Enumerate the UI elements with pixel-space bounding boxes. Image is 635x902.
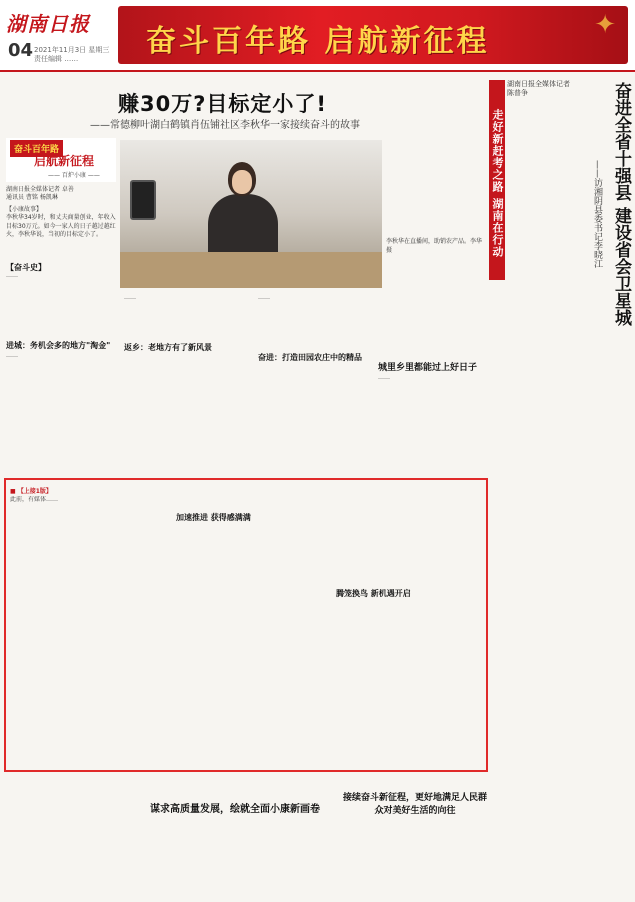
article-photo xyxy=(120,140,382,288)
series-ribbon xyxy=(6,138,116,182)
theme-banner xyxy=(118,6,628,64)
right-column xyxy=(507,76,631,898)
continue-tag: ■ 【上接1版】 xyxy=(10,488,52,495)
article-body xyxy=(378,374,484,474)
section-title: 进城：务机会多的地方"淘金" xyxy=(6,341,111,350)
person-face xyxy=(232,170,252,194)
section-title: 奋进：打造田园农庄中的精品 xyxy=(258,353,362,362)
body-para: …… xyxy=(378,374,390,381)
divider xyxy=(0,70,635,72)
bottom-headline: 谋求高质量发展，绘就全面小康新画卷 xyxy=(150,804,320,815)
ribbon-title: 奋斗百年路 xyxy=(10,140,63,157)
issue-meta: 2021年11月3日 星期三 责任编辑 …… xyxy=(34,46,110,63)
bottom-headline: 接续奋斗新征程，更好地满足人民群众对美好生活的向往 xyxy=(342,793,487,816)
section-title: 腾笼换鸟 新机遇开启 xyxy=(336,589,411,598)
masthead xyxy=(0,0,635,70)
pullquote-title: 城里乡里都能过上好日子 xyxy=(378,363,478,373)
body-para: …… xyxy=(124,294,136,301)
subheadline: ——常德柳叶湖白鹤镇肖伍铺社区李秋华一家接续奋斗的故事 xyxy=(90,120,360,131)
ribbon-subtitle: 启航新征程 xyxy=(34,154,95,168)
article-body xyxy=(124,294,254,474)
red-banner: 走好新赶考之路 湖南在行动 xyxy=(489,80,505,280)
section-title: 返乡：老地方有了新风景 xyxy=(124,343,212,352)
banner-text: 奋斗百年路 启航新征程 xyxy=(146,24,490,59)
photo-caption: 李秋华在直播间，助销农产品。李华 摄 xyxy=(386,238,483,254)
byline: 湖南日报全媒体记者 卓善 通讯员 曹铭 杨凯琳 xyxy=(6,186,74,201)
table xyxy=(120,252,382,288)
body-para: …… xyxy=(258,294,270,301)
headline: 赚30万?目标定小了! xyxy=(118,92,327,116)
article-body xyxy=(258,294,372,474)
section-title: 【奋斗史】 xyxy=(6,263,46,272)
newspaper-logo: 湖南日报 xyxy=(6,12,90,36)
ribbon-tag: —— 百炉小康 —— xyxy=(48,172,100,179)
body-para: …… xyxy=(6,272,18,279)
highlighted-section xyxy=(4,478,488,772)
article-body xyxy=(6,272,116,338)
page-number: 04 xyxy=(8,40,34,61)
body-para: …… xyxy=(6,352,18,359)
section-title: 加速推进 获得感满满 xyxy=(176,513,251,522)
article-body: 此前，有媒体…… xyxy=(10,496,59,503)
article-body xyxy=(6,352,116,472)
editor-note: 【小康故事】 李秋华34岁时，和丈夫商量创业，年收入目标30万元。如今一家人的日子越过越红火，李秋华说，当初的目标定小了。 xyxy=(6,206,116,239)
right-subheadline: ——访湘阴县委书记李晓江 xyxy=(592,160,602,268)
phone-stand-icon xyxy=(130,180,156,220)
flag-icon: ✦ xyxy=(594,10,616,40)
right-byline: 湖南日报全媒体记者 陈普争 xyxy=(507,80,570,97)
right-headline: 奋进全省十强县 建设省会卫星城 xyxy=(611,82,631,326)
